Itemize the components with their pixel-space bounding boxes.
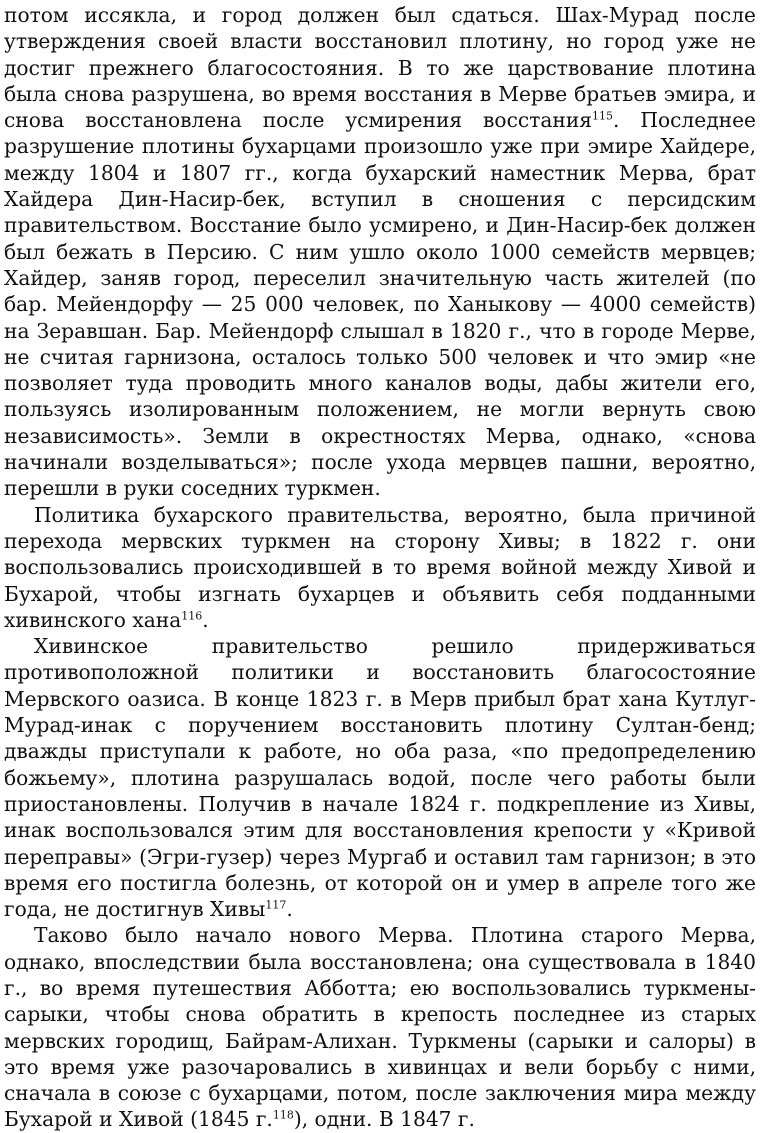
paragraph-text: ), одни. В 1847 г. xyxy=(293,1107,475,1132)
paragraph-1 xyxy=(4,2,756,502)
paragraph-text: Политика бухарского правительства, вероятно, была причиной перехода мервских туркмен на сторону Хивы; в 1822 г. они воспользовались происходившей в то время войной между Хивой и Бухарой, чтобы изгнать бухарцев и объявить себя подданными хивинского хана xyxy=(4,502,756,632)
paragraph-text: . Последнее разрушение плотины бухарцами произошло уже при эмире Хайдере, между 1804 и 1807 гг., когда бухарский наместник Мерва, брат Хайдера Дин-Насир-бек, вступил в сношения с персидским правительством. Восстание было усмирено, и Дин-Насир-бек должен был бежать в Персию. С ним ушло около 1000 семейств мервцев; Хайдер, заняв город, переселил значительную часть жителей (по бар. Мейендорфу — 25 000 человек, по Ханыкову — 4000 семейств) на Зеравшан. Бар. Мейендорф слышал в 1820 г., что в городе Мерве, не считая гарнизона, осталось только 500 человек и что эмир «не позволяет туда проводить много каналов воды, дабы жители его, пользуясь изолированным положением, не могли вернуть свою независимость». Земли в окрестностях Мерва, однако, «снова начинали возделываться»; после ухода мервцев пашни, вероятно, перешли в руки соседних туркмен. xyxy=(4,108,756,501)
paragraph-3 xyxy=(4,633,756,922)
paragraph-text: Таково было начало нового Мерва. Плотина старого Мерва, однако, впоследствии была восстановлена; она существовала в 1840 г., во время путешествия Абботта; ею воспользовались туркмены-сарыки, чтобы снова обратить в крепость последнее из старых мервских городищ, Байрам-Алихан. Туркмены (сарыки и салоры) в это время уже разочаровались в хивинцах и вели борьбу с ними, сначала в союзе с бухарцами, потом, после заключения мира между Бухарой и Хивой (1845 г. xyxy=(4,923,756,1132)
paragraph-text: Хивинское правительство решило придерживаться противоположной политики и восстановить благосостояние Мервского оазиса. В конце 1823 г. в Мерв прибыл брат хана Кутлуг-Мурад-инак с поручением восстановить плотину Султан-бенд; дважды приступали к работе, но оба раза, «по предопределению божьему», плотина разрушалась водой, после чего работы были приостановлены. Получив в начале 1824 г. подкрепление из Хивы, инак воспользовался этим для восстановления крепости у «Кривой переправы» (Эгри-гузер) через Мургаб и оставил там гарнизон; в это время его постигла болезнь, от которой он и умер в апреле того же года, не достигнув Хивы xyxy=(4,634,756,922)
paragraph-4 xyxy=(4,922,756,1132)
footnote-ref-115[interactable]: 115 xyxy=(592,109,614,123)
paragraph-text: . xyxy=(202,607,209,632)
paragraph-text: потом иссякла, и город должен был сдаться. Шах-Мурад после утверждения своей власти восстановил плотину, но город уже не достиг прежнего благосостояния. В то же царствование плотина была снова разрушена, во время восстания в Мерве братьев эмира, и снова восстановлена после усмирения восстания xyxy=(4,3,756,133)
paragraph-text: . xyxy=(286,897,293,922)
footnote-ref-116[interactable]: 116 xyxy=(181,609,203,623)
paragraph-2 xyxy=(4,502,756,633)
footnote-ref-118[interactable]: 118 xyxy=(272,1108,294,1122)
footnote-ref-117[interactable]: 117 xyxy=(265,898,287,912)
